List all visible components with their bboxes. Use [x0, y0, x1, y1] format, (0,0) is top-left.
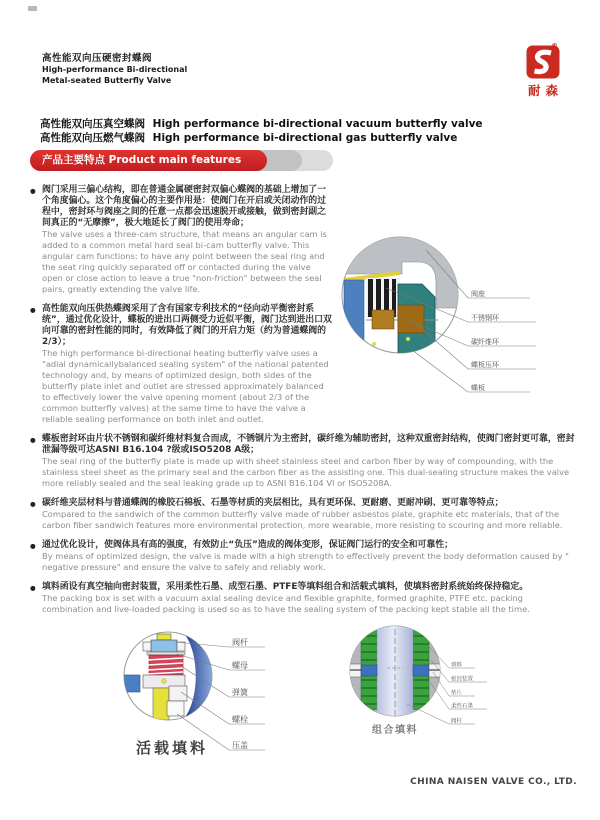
feature-item [30, 540, 576, 573]
feature-item [30, 185, 332, 295]
footer-company-name: CHINA NAISEN VALVE CO., LTD. [410, 777, 577, 787]
feature-text-en: Compared to the sandwich of the common butterfly valve made of rubber asbestos plate, graphite etc materials, that of the carbon fiber sandwich features more environmental protection, more wearable, more resisting to scouring and more reliable. [42, 509, 563, 530]
feature-item [30, 304, 332, 425]
banner-pill-front: 产品主要特点 Product main features [30, 150, 267, 171]
seal-detail-diagram [338, 186, 600, 442]
brand-logo [519, 42, 567, 99]
feature-text-zh: ● 通过优化设计，使阀体具有高的强度，有效防止“负压”造成的阀体变形，保证阀门运行的安全和可靠性； [42, 540, 454, 550]
header-title-zh: 高性能双向压硬密封蝶阀 [42, 53, 153, 64]
feature-text-en: By means of optimized design, the valve is made with a high strength to effectively prevent the body deformation caused by " negative pressure" and ensure the valve to safely and reliably work. [42, 551, 569, 572]
registered-mark: ® [551, 42, 558, 50]
product-title-1-zh: 高性能双向压真空蝶阀 [40, 118, 145, 130]
product-title-1-en: High performance bi-directional vacuum butterfly valve [152, 118, 483, 130]
feature-item [30, 434, 576, 489]
combined-label-seal-device: 密封装置 [451, 676, 474, 683]
feature-text-zh: ● 蝶板密封环由片状不锈钢和碳纤维材料复合而成，不锈钢片为主密封，碳纤维为辅助密封，这种双重密封结构，使阀门密封更可靠，密封泄漏等级可达ASNI B16.104 ?级或ISO5208 A级； [42, 434, 575, 455]
feature-text-zh: ● 高性能双向压供热蝶阀采用了含有国家专利技术的“径向动平衡密封系统”，通过优化设计，蝶板的进出口两侧受力近似平衡，阀门达到进出口双向可靠的密封性能的同时，有效降低了阀门的开启力矩（约为普通蝶阀的2/3）； [42, 304, 332, 347]
page-header [42, 53, 187, 86]
feature-text-en: The seal ring of the butterfly plate is made up with sheet stainless steel and carbon fiber by way of compounding, with the stainless steel sheet as the primary seal and the carbon fiber as the assisting one. This dual-sealing structure makes the valve more reliably sealed and the seal leaking grade up to ASNI B16.104 VI or ISO5208A. [42, 456, 570, 488]
seal-label-plate: 蝶板 [471, 384, 485, 392]
feature-text-zh: ● 碳纤维夹层材料与普通蝶阀的橡胶石棉板、石墨等材质的夹层相比，具有更环保、更耐磨、更耐冲刷、更可靠等特点； [42, 498, 504, 508]
live-loaded-packing-diagram [95, 622, 310, 786]
product-title-2-en: High performance bi-directional gas butterfly valve [152, 131, 458, 144]
seal-detail-cross-section [342, 232, 460, 358]
brand-logo-text: 耐森 [527, 83, 563, 98]
seal-label-press-ring: 蝶板压环 [471, 361, 499, 369]
combined-packing-caption: 组合填料 [372, 725, 418, 736]
header-title-en-1: High-performance Bi-directional [42, 65, 188, 74]
features-banner [30, 150, 370, 171]
packing-label-spring: 弹簧 [232, 688, 248, 697]
feature-text-zh: ● 填料函设有真空轴向密封装置，采用柔性石墨、成型石墨、PTFE等填料组合和活载式填料，使填料密封系统始终保持稳定。 [42, 582, 529, 592]
live-loaded-caption: 活载填料 [136, 739, 209, 757]
combined-packing-cross-section [343, 620, 449, 720]
product-title-1 [40, 118, 483, 132]
packing-label-bolt: 螺栓 [232, 715, 248, 724]
combined-label-stem: 阀杆 [451, 718, 463, 725]
feature-item [30, 582, 576, 615]
product-title-2-zh: 高性能双向压燃气蝶阀 [40, 131, 145, 144]
packing-label-nut: 螺母 [232, 661, 248, 670]
seal-label-stainless-ring: 不锈钢环 [471, 314, 499, 322]
combined-label-graphite: 柔性石墨 [451, 703, 474, 710]
seal-label-carbon-ring: 碳纤维环 [471, 338, 499, 346]
product-title-2 [40, 132, 483, 146]
packing-label-gland: 压盖 [232, 741, 248, 750]
seal-label-seat: 阀座 [471, 290, 485, 298]
combined-label-packing: 填料 [451, 662, 463, 669]
feature-text-zh: ● 阀门采用三偏心结构，即在普通金属硬密封双偏心蝶阀的基础上增加了一个角度偏心。这个角度偏心的主要作用是：使阀门在开启或关闭动作的过程中，密封环与阀座之间的任意一点都会迅速脱开或接触，做到密封副之间真正的“无摩擦”，极大地延长了阀门的使用寿命； [42, 185, 326, 228]
feature-item [30, 498, 576, 531]
packing-label-stem: 阀杆 [232, 638, 248, 647]
feature-text-en: The packing box is set with a vacuum axial sealing device and flexible graphite, formed graphite, PTFE etc. packing combination and live-loaded packing is used so as to have the sealing system of the packing kept stable all the time. [42, 593, 530, 614]
corner-mark [28, 6, 37, 11]
header-title-en-2: Metal-seated Butterfly Valve [42, 75, 172, 85]
feature-text-en: The high performance bi-directional heating butterfly valve uses a "adial dynamicallybalanced sealing system" of the national patented technology and, by means of optimized design, both sides of the butterfly plate inlet and outlet are stressed approximately balanced to effectively lower the valve opening moment (about 2/3 of the common butterfly valves) at the same time to have the valve a reliable sealing performance on both inlet and outlet. [42, 348, 329, 424]
combined-packing-diagram [303, 618, 503, 784]
combined-label-gasket: 垫片 [451, 690, 463, 697]
brand-logo-icon [526, 42, 560, 79]
product-titles [40, 118, 483, 145]
feature-text-en: The valve uses a three-cam structure, that means an angular cam is added to a common metal hard seal bi-cam butterfly valve. This angular cam functions: to have any point between the seal ring and the seat ring quickly separated off or contacted during the valve open or close action to leave a true "non-friction" between the seal pairs, greatly extending the valve life. [42, 229, 327, 294]
